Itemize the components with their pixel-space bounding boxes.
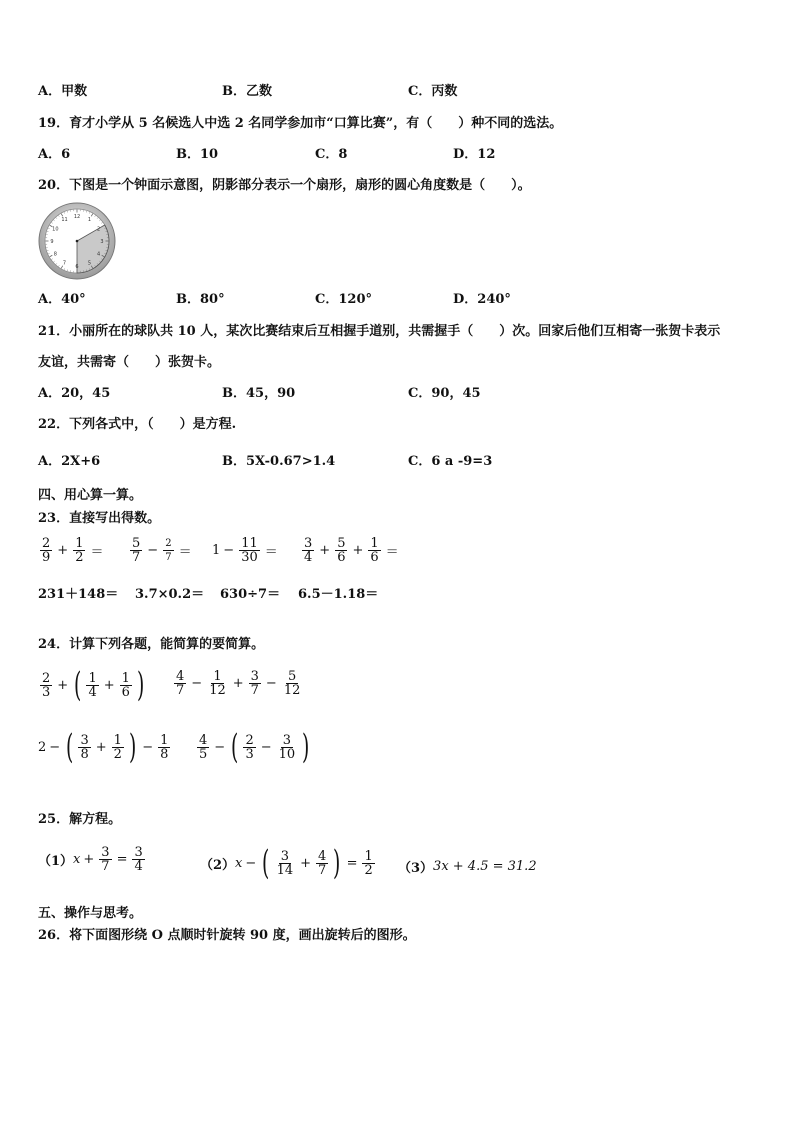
q18-option-a: A．甲数 <box>38 84 88 99</box>
q21-option-a: A．20，45 <box>38 386 111 401</box>
q25-text: 25．解方程。 <box>38 812 122 827</box>
q21-text-line1: 21．小丽所在的球队共 10 人，某次比赛结束后互相握手道别，共需握手（ ）次。回家后他们互相寄一张贺卡表示 <box>38 324 721 339</box>
q25-eq-2: （2） x − ( 3 14 + $\frac{4}{7}$ ) = $\frac{1}{2}$ <box>200 843 373 883</box>
q24-expr-4: 4 5 − ( 2 3 − $\frac{3}{10}$ ) <box>199 727 310 767</box>
q23-calc-4: 6.5－1.18＝ <box>298 587 379 602</box>
q23-expr-3: 1 − $\frac{11}{30}$ ＝ <box>212 536 278 565</box>
q20-option-b: B．80° <box>176 292 225 307</box>
q22-option-a: A．2X+6 <box>38 454 101 469</box>
clock-num-9: 9 <box>50 238 54 245</box>
q25-eq-1: （1） x + $\frac{3}{7}$ = $\frac{3}{4}$ <box>38 845 143 874</box>
q20-option-a: A．40° <box>38 292 86 307</box>
q21-option-c: C．90，45 <box>408 386 481 401</box>
clock-num-3: 3 <box>100 238 104 245</box>
q22-option-c: C．6 a -9=3 <box>408 454 493 469</box>
clock-num-2: 2 <box>97 226 101 233</box>
q19-option-d: D．12 <box>453 147 496 162</box>
q18-option-c: C．丙数 <box>408 84 458 99</box>
q23-expr-1: 2 9 + $\frac{1}{2}$ ＝ <box>42 536 104 565</box>
q19-option-c: C．8 <box>315 147 348 162</box>
q23-expr-2: 5 7 − $\frac{2}{7}$ ＝ <box>132 536 192 565</box>
q19-text: 19．育才小学从 5 名候选人中选 2 名同学参加市“口算比赛”，有（ ）种不同的选法。 <box>38 116 563 131</box>
q23-calc-1: 231＋148＝ <box>38 587 119 602</box>
clock-num-10: 10 <box>52 226 59 233</box>
q21-option-b: B．45，90 <box>222 386 296 401</box>
q24-expr-3: 2 − ( 3 8 + $\frac{1}{2}$ ) − $\frac{1}{8}$ <box>38 727 169 767</box>
q24-expr-1: 2 3 + ( 1 4 + $\frac{1}{6}$ ) <box>42 665 145 705</box>
q22-option-b: B．5X-0.67>1.4 <box>222 454 336 469</box>
q18-option-b: B．乙数 <box>222 84 272 99</box>
clock-num-8: 8 <box>53 251 57 258</box>
clock-figure <box>38 202 116 280</box>
section-4-heading: 四、用心算一算。 <box>38 488 143 503</box>
q23-calc-2: 3.7×0.2＝ <box>135 587 205 602</box>
q25-eq-3: （3） 3x + 4.5 = 31.2 <box>398 859 537 876</box>
q23-expr-4: 3 4 + $\frac{5}{6}$ + $\frac{1}{6}$ ＝ <box>304 536 399 565</box>
clock-num-5: 5 <box>87 260 92 267</box>
q26-text: 26．将下面图形绕 O 点顺时针旋转 90 度，画出旋转后的图形。 <box>38 928 416 943</box>
q20-text: 20．下图是一个钟面示意图，阴影部分表示一个扇形，扇形的圆心角度数是（ ）。 <box>38 178 531 193</box>
q20-option-c: C．120° <box>315 292 372 307</box>
q23-calc-3: 630÷7＝ <box>220 587 281 602</box>
clock-num-11: 11 <box>61 217 68 224</box>
q19-option-a: A．6 <box>38 147 71 162</box>
clock-num-7: 7 <box>62 260 67 267</box>
clock-center <box>76 240 79 243</box>
q24-text: 24．计算下列各题，能简算的要简算。 <box>38 637 265 652</box>
q21-text-line2: 友谊，共需寄（ ）张贺卡。 <box>38 355 221 370</box>
clock-num-12: 12 <box>73 213 81 220</box>
clock-num-6: 6 <box>75 263 79 270</box>
clock-num-4: 4 <box>97 251 101 258</box>
q23-text: 23．直接写出得数。 <box>38 511 161 526</box>
q19-option-b: B．10 <box>176 147 219 162</box>
q20-option-d: D．240° <box>453 292 511 307</box>
q24-expr-2: 4 7 − $\frac{1}{12}$ + $\frac{3}{7}$ − $\frac{5}{12}$ <box>176 669 301 698</box>
q22-text: 22．下列各式中，（ ）是方程. <box>38 417 237 432</box>
section-5-heading: 五、操作与思考。 <box>38 906 143 921</box>
clock-num-1: 1 <box>87 217 92 224</box>
